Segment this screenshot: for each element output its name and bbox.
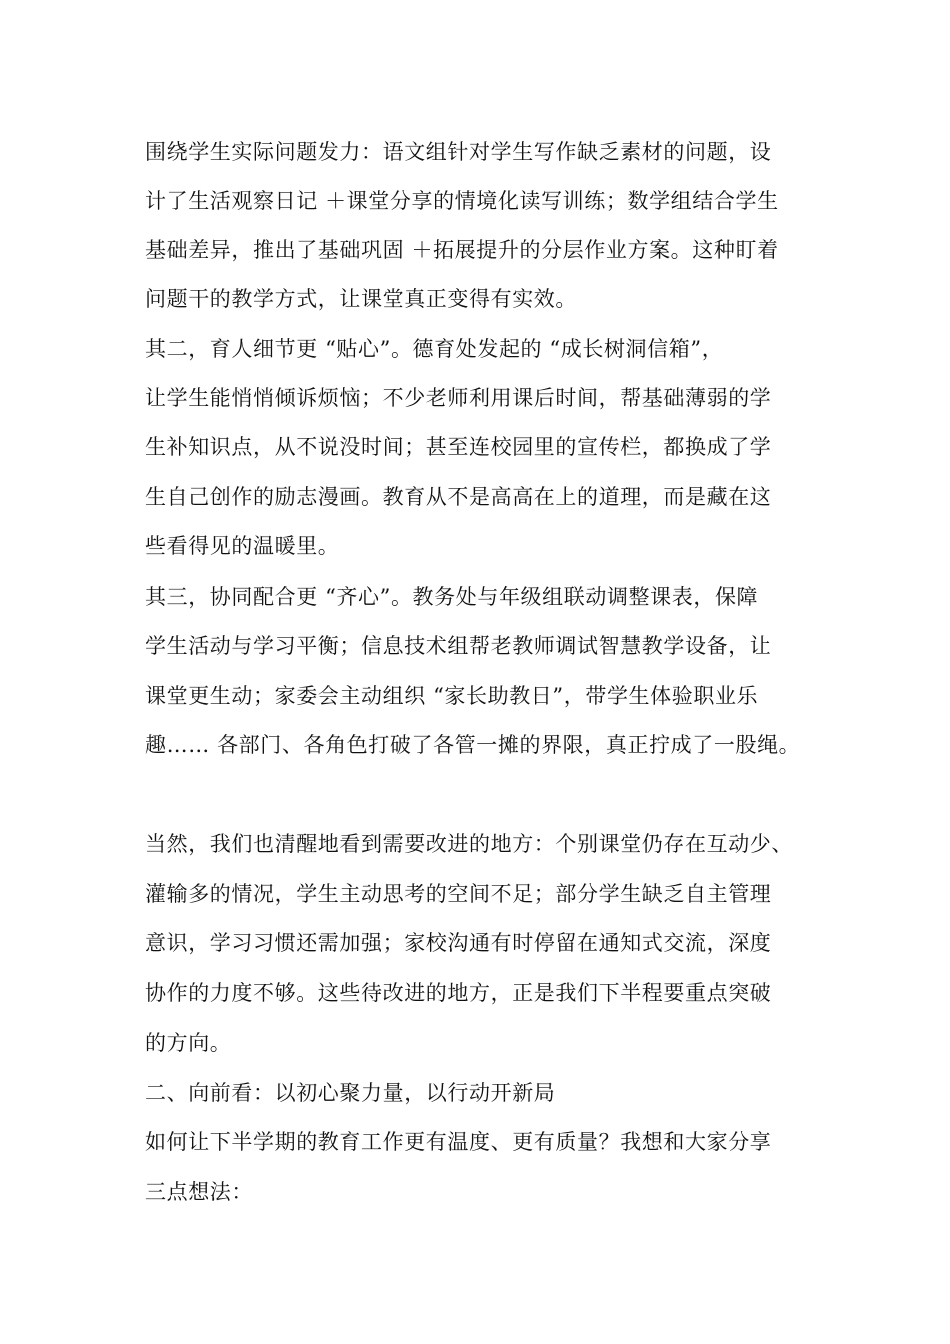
text-line: 的方向。 [145, 1031, 232, 1055]
section-heading: 二、向前看：以初心聚力量，以行动开新局 [145, 1081, 556, 1105]
text-line: 意识，学习习惯还需加强；家校沟通有时停留在通知式交流，深度 [145, 931, 772, 955]
text-line: 其三，协同配合更 “齐心”。教务处与年级组联动调整课表，保障 [145, 585, 759, 609]
text-line: 问题干的教学方式，让课堂真正变得有实效。 [145, 287, 577, 311]
text-line: 生自己创作的励志漫画。教育从不是高高在上的道理，而是藏在这 [145, 485, 772, 509]
text-line: 围绕学生实际问题发力：语文组针对学生写作缺乏素材的问题，设 [145, 140, 772, 164]
text-line: 些看得见的温暖里。 [145, 534, 340, 558]
text-line: 三点想法： [145, 1180, 253, 1204]
text-line: 学生活动与学习平衡；信息技术组帮老教师调试智慧教学设备，让 [145, 634, 772, 658]
text-line: 课堂更生动；家委会主动组织 “家长助教日”，带学生体验职业乐 [145, 684, 759, 708]
text-line: 当然，我们也清醒地看到需要改进的地方：个别课堂仍存在互动少、 [145, 832, 793, 856]
text-line: 让学生能悄悄倾诉烦恼；不少老师利用课后时间，帮基础薄弱的学 [145, 386, 772, 410]
text-line: 如何让下半学期的教育工作更有温度、更有质量？我想和大家分享 [145, 1130, 772, 1154]
text-line: 其二，育人细节更 “贴心”。德育处发起的 “成长树洞信箱”， [145, 337, 724, 361]
text-line: 基础差异，推出了基础巩固 ＋拓展提升的分层作业方案。这种盯着 [145, 238, 779, 262]
text-line: 协作的力度不够。这些待改进的地方，正是我们下半程要重点突破 [145, 981, 772, 1005]
text-line: 趣…… 各部门、各角色打破了各管一摊的界限，真正拧成了一股绳。 [145, 733, 801, 757]
text-line: 灌输多的情况，学生主动思考的空间不足；部分学生缺乏自主管理 [145, 882, 772, 906]
text-line: 计了生活观察日记 ＋课堂分享的情境化读写训练；数学组结合学生 [145, 189, 779, 213]
text-line: 生补知识点，从不说没时间；甚至连校园里的宣传栏，都换成了学 [145, 435, 772, 459]
